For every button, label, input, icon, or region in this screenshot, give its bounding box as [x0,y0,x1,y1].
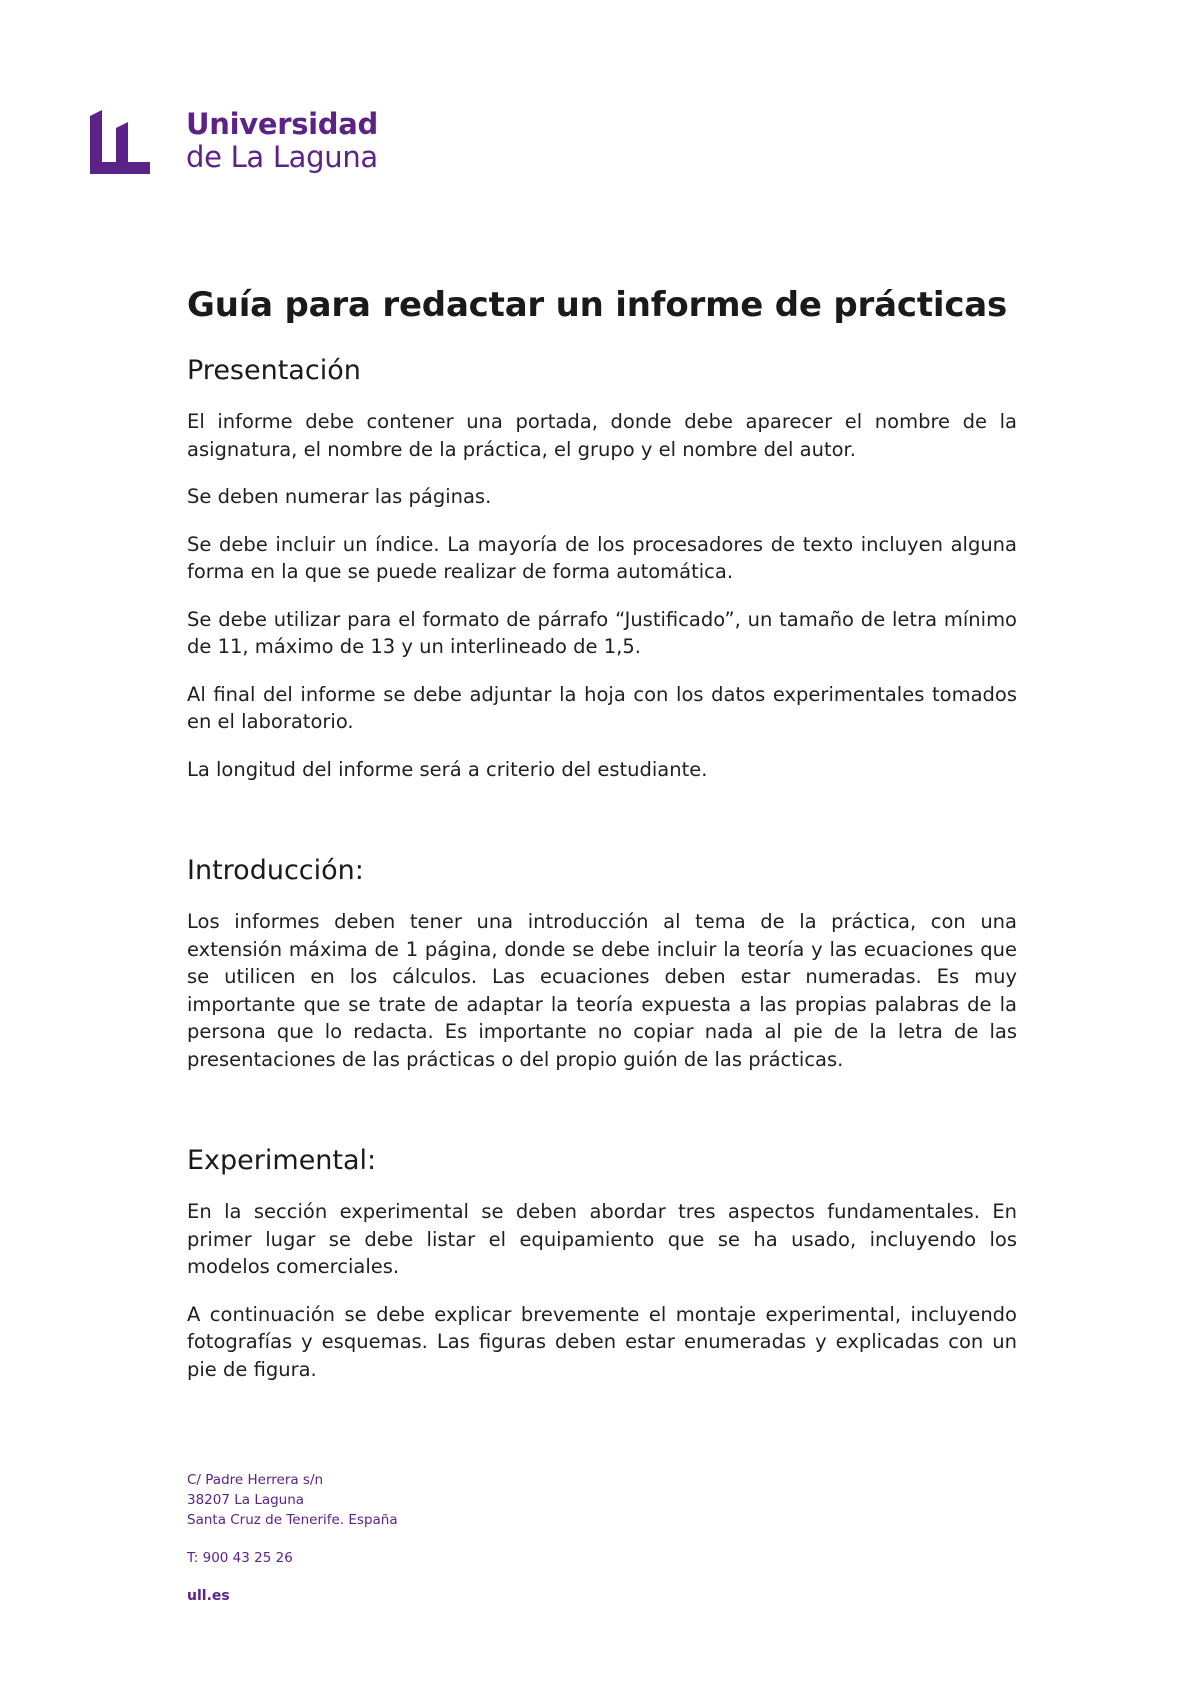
footer-address-line: 38207 La Laguna [187,1492,305,1508]
logo-line-2: de La Laguna [186,140,378,174]
footer-address-line: C/ Padre Herrera s/n [187,1472,324,1488]
paragraph: En la sección experimental se deben abordar tres aspectos fundamentales. En primer lugar se debe listar el equipamiento que se ha usado, incluyendo los modelos comerciales. [187,1200,1017,1278]
paragraph: Los informes deben tener una introducción al tema de la práctica, con una extensión máxima de 1 página, donde se debe incluir la teoría y las ecuaciones que se utilicen en los cálculos. Las ecuaciones deben estar numeradas. Es muy importante que se trate de adaptar la teoría expuesta a las propias palabras de la persona que lo redacta. Es importante no copiar nada al pie de la letra de las presentaciones de las prácticas o del propio guión de las prácticas. [187,910,1017,1071]
paragraph: Al final del informe se debe adjuntar la hoja con los datos experimentales tomados en el laboratorio. [187,682,1017,733]
paragraph: Se debe utilizar para el formato de párrafo “Justificado”, un tamaño de letra mínimo de 11, máximo de 13 y un interlineado de 1,5. [187,607,1017,658]
section-heading-introduccion: Introducción: [187,855,364,886]
ull-logo-icon [90,110,170,174]
footer-website: ull.es [187,1588,230,1604]
logo-line-1: Universidad [186,107,378,141]
paragraph: A continuación se debe explicar brevemente el montaje experimental, incluyendo fotografías y esquemas. Las figuras deben estar enumeradas y explicadas con un pie de figura. [187,1302,1017,1381]
logo-wordmark [186,107,378,174]
page-footer [187,1470,398,1606]
section-heading-experimental: Experimental: [187,1145,377,1176]
footer-phone: T: 900 43 25 26 [187,1550,293,1566]
paragraph: Se debe incluir un índice. La mayoría de los procesadores de texto incluyen alguna forma en la que se puede realizar de forma automática. [187,532,1017,583]
paragraph: El informe debe contener una portada, donde debe aparecer el nombre de la asignatura, el nombre de la práctica, el grupo y el nombre del autor. [187,410,1017,461]
document-title: Guía para redactar un informe de prácticas [187,285,1008,325]
paragraph: La longitud del informe será a criterio del estudiante. [187,757,708,781]
section-heading-presentacion: Presentación [187,355,361,386]
document-body [187,285,1017,1403]
university-logo [90,107,378,174]
footer-address [187,1470,398,1530]
footer-address-line: Santa Cruz de Tenerife. España [187,1512,398,1528]
paragraph: Se deben numerar las páginas. [187,485,492,508]
